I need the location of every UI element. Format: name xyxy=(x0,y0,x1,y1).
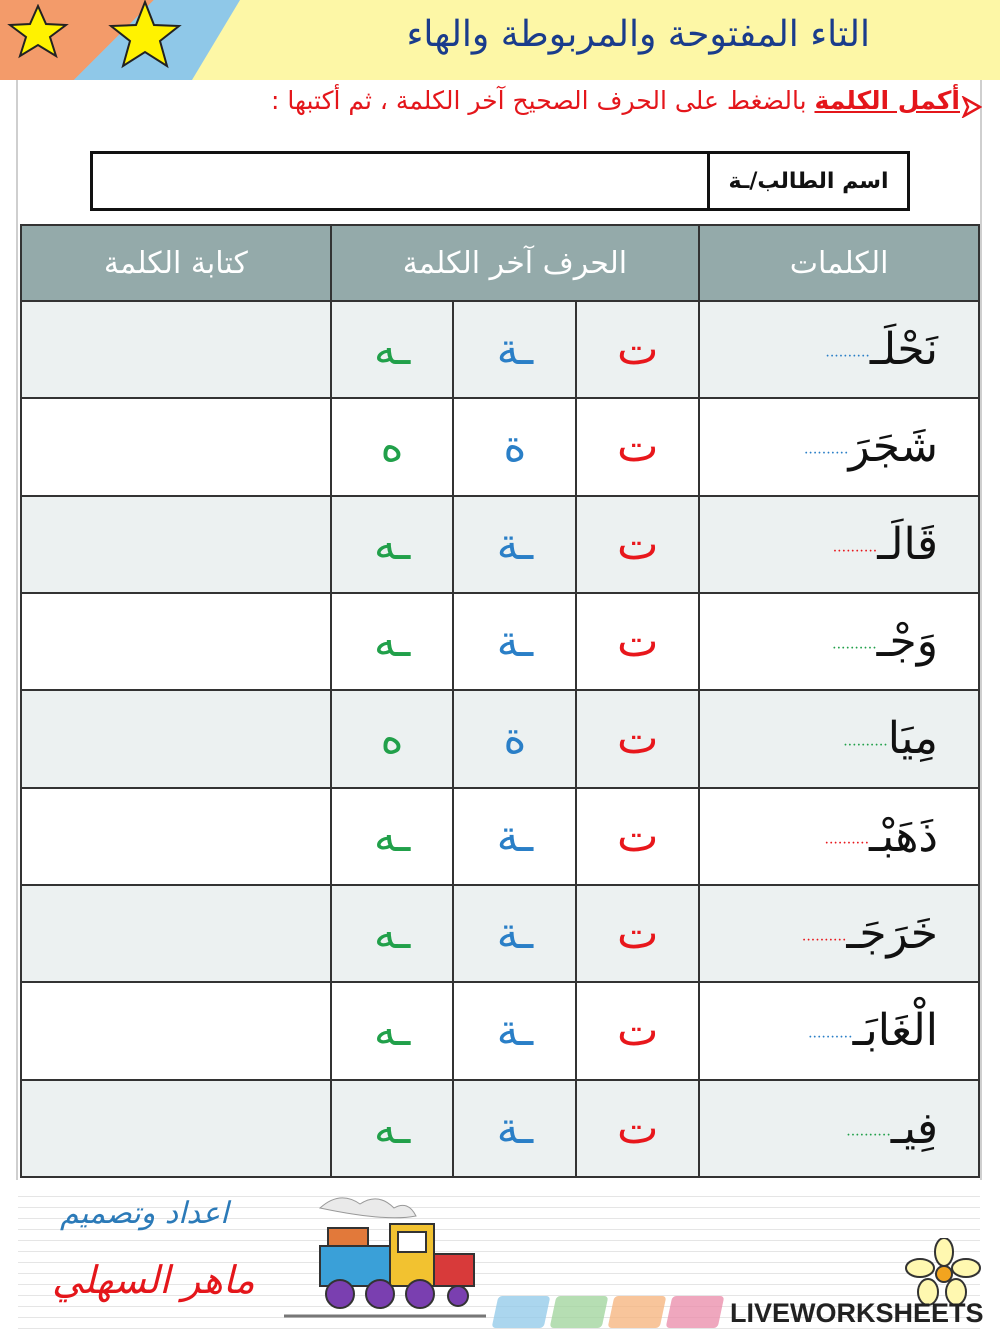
word-blank-dots: .......... xyxy=(846,1123,891,1140)
lw-icon-blue xyxy=(492,1296,551,1328)
word-cell xyxy=(699,788,979,885)
option-taa-marbuta[interactable]: ـة xyxy=(453,593,576,690)
table-row xyxy=(21,593,979,690)
option-taa-open[interactable]: ت xyxy=(576,690,699,787)
write-word-cell xyxy=(21,398,331,495)
word-blank-dots: .......... xyxy=(824,831,870,848)
words-table xyxy=(20,224,980,1178)
star-icon xyxy=(105,0,185,72)
table-row xyxy=(21,982,979,1079)
instruction-rest: بالضغط على الحرف الصحيح آخر الكلمة ، ثم أكتبها : xyxy=(270,86,815,115)
word-cell xyxy=(699,496,979,593)
word-cell xyxy=(699,982,979,1079)
table-row xyxy=(21,398,979,495)
option-haa[interactable]: ه xyxy=(331,690,454,787)
word-blank-dots: .......... xyxy=(843,733,888,750)
option-taa-open[interactable]: ت xyxy=(576,885,699,982)
word-text: مِيَا xyxy=(887,713,938,765)
lw-icon-green xyxy=(550,1296,609,1328)
word-blank-dots: .......... xyxy=(808,1025,853,1042)
write-word-cell xyxy=(21,982,331,1079)
option-taa-marbuta[interactable]: ة xyxy=(453,398,576,495)
header-words: الكلمات xyxy=(699,225,979,301)
option-haa[interactable]: ه xyxy=(331,398,454,495)
option-taa-marbuta[interactable]: ـة xyxy=(453,301,576,398)
liveworksheets-icons xyxy=(495,1296,721,1328)
option-haa[interactable]: ـه xyxy=(331,301,454,398)
student-name-box xyxy=(90,151,910,211)
word-text: الْغَابَـ xyxy=(852,1005,938,1057)
option-taa-marbuta[interactable]: ـة xyxy=(453,1080,576,1177)
word-cell xyxy=(699,301,979,398)
word-blank-dots: .......... xyxy=(801,928,847,945)
option-taa-open[interactable]: ت xyxy=(576,496,699,593)
star-icon xyxy=(2,4,74,60)
word-blank-dots: .......... xyxy=(832,539,878,556)
page-title: التاء المفتوحة والمربوطة والهاء xyxy=(406,14,870,55)
option-taa-marbuta[interactable]: ـة xyxy=(453,496,576,593)
option-taa-open[interactable]: ت xyxy=(576,1080,699,1177)
table-row xyxy=(21,690,979,787)
word-blank-dots: .......... xyxy=(825,344,870,361)
word-text: شَجَرَ xyxy=(848,421,938,473)
frame-line-left xyxy=(16,80,18,1180)
option-haa[interactable]: ـه xyxy=(331,885,454,982)
option-taa-open[interactable]: ت xyxy=(576,398,699,495)
table-row xyxy=(21,496,979,593)
option-haa[interactable]: ـه xyxy=(331,788,454,885)
table-row xyxy=(21,301,979,398)
student-name-input[interactable] xyxy=(93,154,707,208)
write-word-input[interactable] xyxy=(22,302,330,397)
credit-name: ماهر السهلي xyxy=(52,1258,255,1302)
instruction-text xyxy=(40,86,960,115)
train-illustration-icon xyxy=(280,1188,490,1328)
word-text: خَرَجَـ xyxy=(846,908,938,960)
option-taa-open[interactable]: ت xyxy=(576,788,699,885)
instruction-key: أكمل الكلمة xyxy=(814,86,960,115)
write-word-input[interactable] xyxy=(22,886,330,981)
option-haa[interactable]: ـه xyxy=(331,593,454,690)
option-haa[interactable]: ـه xyxy=(331,982,454,1079)
table-header-row xyxy=(21,225,979,301)
word-text: قَالَـ xyxy=(877,518,938,570)
option-taa-open[interactable]: ت xyxy=(576,982,699,1079)
write-word-input[interactable] xyxy=(22,983,330,1078)
word-cell xyxy=(699,1080,979,1177)
header-write: كتابة الكلمة xyxy=(21,225,331,301)
word-text: فِيـ xyxy=(890,1102,938,1154)
write-word-input[interactable] xyxy=(22,594,330,689)
write-word-cell xyxy=(21,593,331,690)
lw-icon-orange xyxy=(608,1296,667,1328)
word-text: ذَهَبْـ xyxy=(869,810,938,862)
word-text: وَجْـ xyxy=(876,616,938,668)
word-cell xyxy=(699,398,979,495)
word-cell xyxy=(699,690,979,787)
table-row xyxy=(21,788,979,885)
write-word-input[interactable] xyxy=(22,789,330,884)
write-word-input[interactable] xyxy=(22,691,330,786)
liveworksheets-logo: LIVEWORKSHEETS xyxy=(730,1298,984,1328)
write-word-cell xyxy=(21,301,331,398)
credit-line: اعداد وتصميم xyxy=(60,1196,229,1231)
write-word-cell xyxy=(21,788,331,885)
student-name-label: اسم الطالب/ـة xyxy=(707,154,907,208)
write-word-input[interactable] xyxy=(22,497,330,592)
option-haa[interactable]: ـه xyxy=(331,1080,454,1177)
write-word-input[interactable] xyxy=(22,1081,330,1176)
word-cell xyxy=(699,885,979,982)
arrow-bullet-icon xyxy=(960,96,982,118)
write-word-cell xyxy=(21,496,331,593)
option-taa-marbuta[interactable]: ـة xyxy=(453,982,576,1079)
table-row xyxy=(21,885,979,982)
option-taa-open[interactable]: ت xyxy=(576,301,699,398)
option-taa-marbuta[interactable]: ة xyxy=(453,690,576,787)
option-taa-marbuta[interactable]: ـة xyxy=(453,788,576,885)
write-word-input[interactable] xyxy=(22,399,330,494)
option-taa-open[interactable]: ت xyxy=(576,593,699,690)
write-word-cell xyxy=(21,885,331,982)
write-word-cell xyxy=(21,690,331,787)
word-text: نَحْلَـ xyxy=(869,324,938,376)
word-blank-dots: .......... xyxy=(832,636,877,653)
word-cell xyxy=(699,593,979,690)
option-haa[interactable]: ـه xyxy=(331,496,454,593)
option-taa-marbuta[interactable]: ـة xyxy=(453,885,576,982)
word-blank-dots: .......... xyxy=(803,441,849,458)
frame-line-right xyxy=(980,80,982,1180)
write-word-cell xyxy=(21,1080,331,1177)
table-row xyxy=(21,1080,979,1177)
header-last-letter: الحرف آخر الكلمة xyxy=(331,225,700,301)
lw-icon-pink xyxy=(666,1296,725,1328)
